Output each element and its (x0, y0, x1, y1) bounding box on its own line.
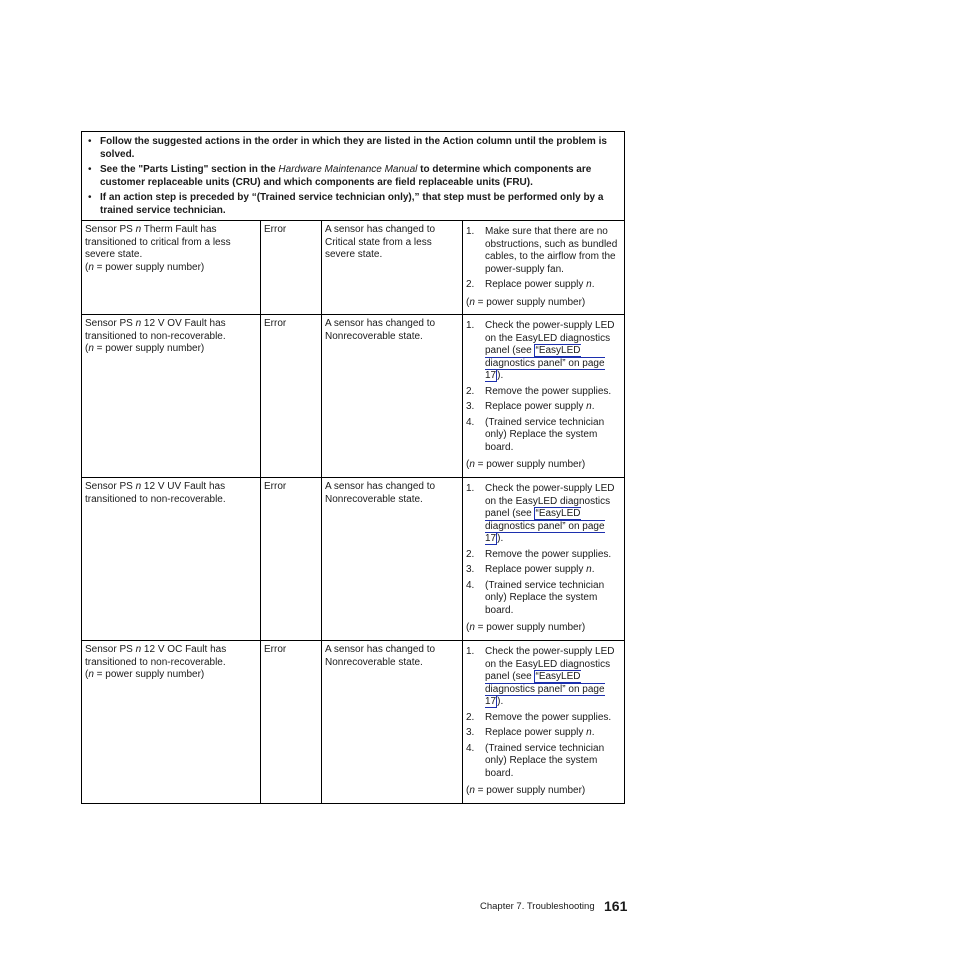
easyled-link[interactable]: “EasyLED diagnostics panel” on page 17 (485, 345, 605, 381)
table-row (82, 221, 625, 315)
description-cell: A sensor has changed to Nonrecoverable state. (322, 478, 463, 641)
action-step: 2. Remove the power supplies. (466, 548, 612, 560)
message-cell: Sensor PS n Therm Fault has transitioned to critical from a less severe state. (n = power supply number) (82, 221, 261, 315)
action-cell (463, 641, 625, 804)
message-cell: Sensor PS n 12 V OV Fault has transitioned to non-recoverable. (n = power supply number) (82, 315, 261, 478)
action-step: 3. Replace power supply n. (466, 401, 595, 412)
note-item: • Follow the suggested actions in the order in which they are listed in the Action column until the problem is solved. (88, 136, 607, 160)
table-row (82, 641, 625, 804)
action-step: 1. Check the power-supply LED on the EasyLED diagnostics panel (see “EasyLED diagnostics panel” on page 17). (466, 320, 615, 381)
action-step: 1. Check the power-supply LED on the EasyLED diagnostics panel (see “EasyLED diagnostics panel” on page 17). (466, 646, 615, 707)
footnote: (n = power supply number) (466, 622, 586, 633)
description-cell: A sensor has changed to Critical state from a less severe state. (322, 221, 463, 315)
severity-cell: Error (261, 315, 322, 478)
note-item: • See the "Parts Listing" section in the Hardware Maintenance Manual to determine which components are customer replaceable units (CRU) and which components are field replaceable units (FRU). (88, 164, 592, 188)
footnote: (n = power supply number) (466, 459, 586, 470)
action-step: 4. (Trained service technician only) Replace the system board. (466, 416, 605, 453)
error-table (81, 131, 625, 804)
severity-cell: Error (261, 641, 322, 804)
action-step: 1. Make sure that there are no obstructions, such as bundled cables, to the airflow from the power-supply fan. (466, 226, 618, 275)
action-cell (463, 315, 625, 478)
note-item: • If an action step is preceded by “(Trained service technician only),” that step must be performed only by a trained service technician. (88, 192, 604, 216)
page-number: 161 (604, 898, 628, 914)
severity-cell: Error (261, 478, 322, 641)
footnote: (n = power supply number) (466, 296, 586, 308)
severity-cell: Error (261, 221, 322, 315)
action-steps (466, 483, 621, 617)
message-cell: Sensor PS n 12 V UV Fault has transitioned to non-recoverable. (82, 478, 261, 641)
action-cell (463, 478, 625, 641)
notes-cell (82, 132, 625, 221)
action-step: 1. Check the power-supply LED on the EasyLED diagnostics panel (see “EasyLED diagnostics panel” on page 17). (466, 483, 615, 544)
notes-row (82, 132, 625, 221)
action-step: 2. Remove the power supplies. (466, 385, 612, 397)
action-step: 2. Replace power supply n. (466, 279, 595, 290)
footnote: (n = power supply number) (466, 785, 586, 796)
action-step: 3. Replace power supply n. (466, 727, 595, 738)
table-row (82, 315, 625, 478)
notes-list (86, 136, 620, 217)
easyled-link[interactable]: “EasyLED diagnostics panel” on page 17 (485, 671, 605, 707)
action-cell (463, 221, 625, 315)
action-steps (466, 646, 621, 780)
chapter-footer: Chapter 7. Troubleshooting (480, 901, 595, 912)
action-step: 2. Remove the power supplies. (466, 711, 612, 723)
message-cell: Sensor PS n 12 V OC Fault has transitioned to non-recoverable. (n = power supply number) (82, 641, 261, 804)
action-step: 3. Replace power supply n. (466, 564, 595, 575)
action-steps (466, 320, 621, 454)
description-cell: A sensor has changed to Nonrecoverable state. (322, 315, 463, 478)
description-cell: A sensor has changed to Nonrecoverable state. (322, 641, 463, 804)
action-step: 4. (Trained service technician only) Replace the system board. (466, 579, 605, 616)
action-step: 4. (Trained service technician only) Replace the system board. (466, 742, 605, 779)
action-steps (466, 226, 621, 292)
easyled-link[interactable]: “EasyLED diagnostics panel” on page 17 (485, 508, 605, 544)
table-row (82, 478, 625, 641)
